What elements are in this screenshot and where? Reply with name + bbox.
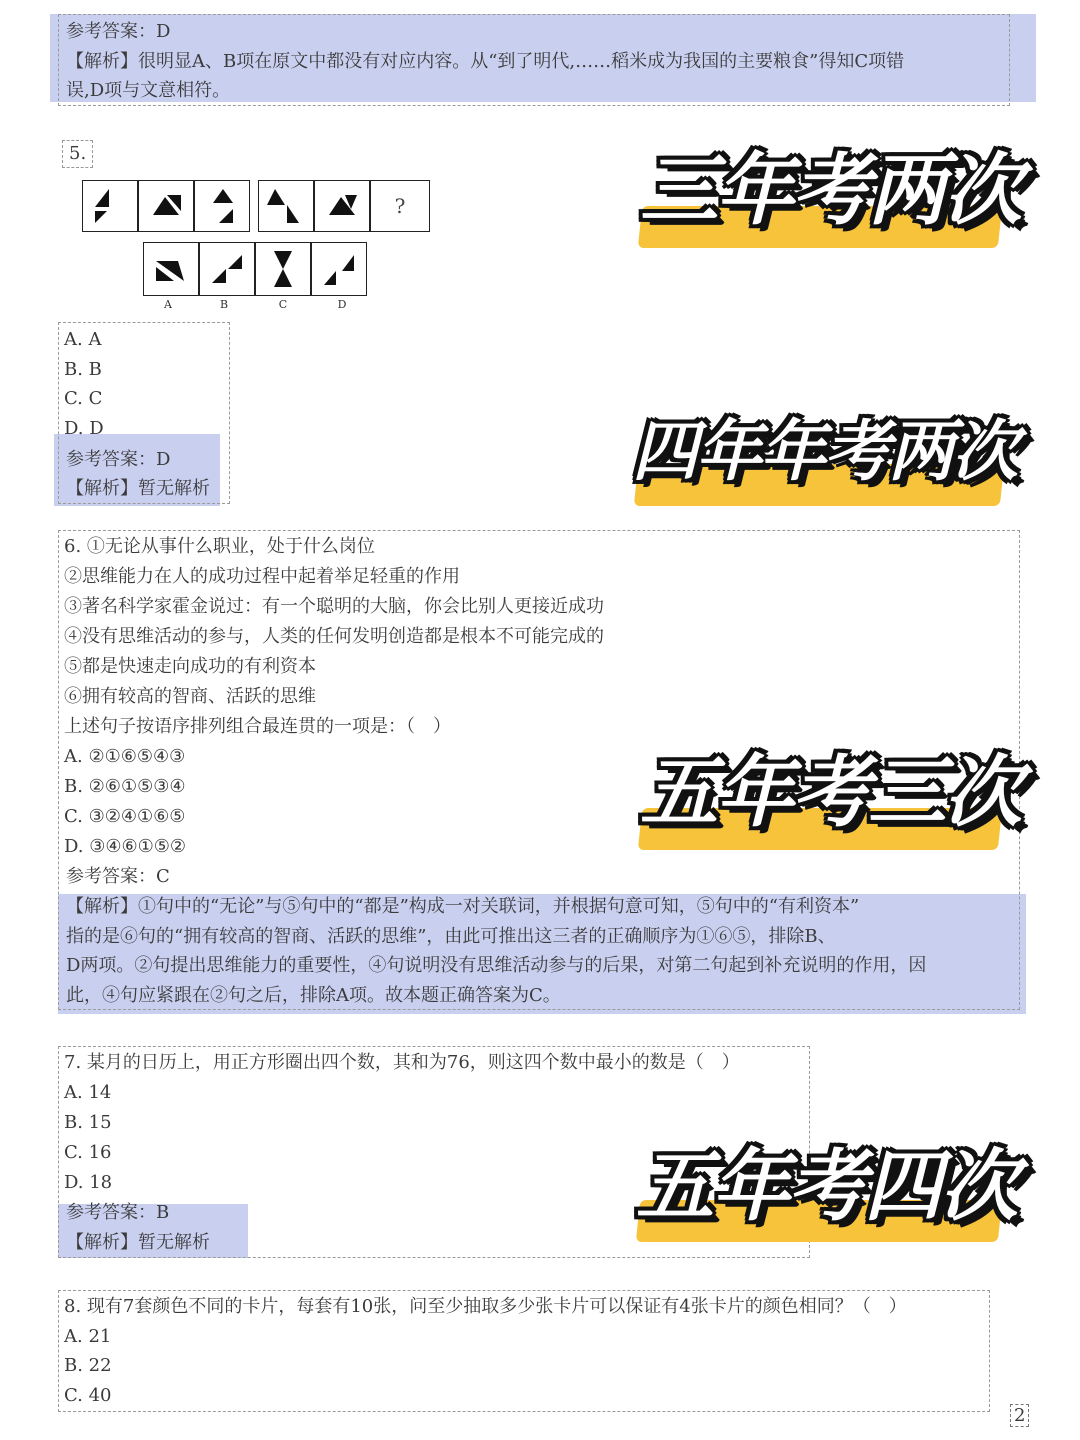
q6-analysis-3: D两项。②句提出思维能力的重要性，④句说明没有思维活动参与的后果，对第二句起到补充说明的作用，因: [66, 955, 927, 976]
q7-option-b: B. 15: [64, 1112, 112, 1133]
triangle-shape-icon: [256, 243, 309, 294]
q5-analysis: 【解析】暂无解析: [66, 478, 210, 499]
triangle-shape-icon: [83, 181, 136, 230]
badge-1: 三年考两次: [640, 146, 1021, 236]
q5-seq-cell-4: [258, 180, 314, 232]
badge-3: 五年考三次: [640, 748, 1021, 838]
q6-option-b: B. ②⑥①⑤③④: [64, 776, 186, 797]
q6-analysis-4: 此，④句应紧跟在②句之后，排除A项。故本题正确答案为C。: [66, 985, 561, 1006]
page-number: 2: [1010, 1404, 1029, 1427]
q6-line-3: ③著名科学家霍金说过：有一个聪明的大脑，你会比别人更接近成功: [64, 596, 604, 617]
q6-option-d: D. ③④⑥①⑤②: [64, 836, 187, 857]
q5-option-b: B. B: [64, 359, 102, 380]
triangle-shape-icon: [259, 181, 312, 230]
q6-line-2: ②思维能力在人的成功过程中起着举足轻重的作用: [64, 566, 460, 587]
q5-seq-cell-1: [82, 180, 138, 232]
q8-question: 8. 现有7套颜色不同的卡片，每套有10张，问至少抽取多少张卡片可以保证有4张卡片的颜色相同？（ ）: [64, 1296, 907, 1317]
top-analysis-line2: 误,D项与文意相符。: [66, 80, 231, 101]
q5-option-figure-c: [255, 242, 311, 296]
q5-seq-cell-5: [314, 180, 370, 232]
q5-option-figure-b: [199, 242, 255, 296]
q6-line-1: 6. ①无论从事什么职业，处于什么岗位: [64, 536, 375, 557]
q6-line-5: ⑤都是快速走向成功的有利资本: [64, 656, 316, 677]
q7-analysis: 【解析】暂无解析: [66, 1232, 210, 1253]
q7-option-c: C. 16: [64, 1142, 112, 1163]
q5-option-figure-a: [143, 242, 199, 296]
badge-4: 五年考四次: [636, 1142, 1017, 1232]
triangle-shape-icon: [315, 181, 368, 230]
q5-option-d: D. D: [64, 418, 104, 439]
q5-option-label-c: C: [278, 298, 288, 311]
q7-option-d: D. 18: [64, 1172, 113, 1193]
q8-option-a: A. 21: [64, 1326, 112, 1347]
q6-analysis-1: 【解析】①句中的“无论”与⑤句中的“都是”构成一对关联词，并根据句意可知，⑤句中的“有利资本”: [66, 896, 860, 917]
q8-option-b: B. 22: [64, 1355, 112, 1376]
q8-option-c: C. 40: [64, 1385, 112, 1406]
q5-option-figure-d: [311, 242, 367, 296]
q6-line-6: ⑥拥有较高的智商、活跃的思维: [64, 686, 316, 707]
triangle-shape-icon: [312, 243, 365, 294]
triangle-shape-icon: [139, 181, 192, 230]
q5-seq-cell-2: [138, 180, 194, 232]
q6-analysis-2: 指的是⑥句的“拥有较高的智商、活跃的思维”，由此可推出这三者的正确顺序为①⑥⑤，排除B、: [66, 926, 836, 947]
q6-line-4: ④没有思维活动的参与，人类的任何发明创造都是根本不可能完成的: [64, 626, 604, 647]
q7-question: 7. 某月的日历上，用正方形圈出四个数，其和为76，则这四个数中最小的数是（ ）: [64, 1052, 740, 1073]
q5-seq-cell-3: [194, 180, 250, 232]
q5-seq-cell-question: ?: [370, 180, 430, 232]
badge-2: 四年年考两次: [632, 413, 1016, 490]
q5-number: 5.: [62, 140, 93, 168]
q5-answer: 参考答案：D: [66, 449, 171, 470]
q6-option-c: C. ③②④①⑥⑤: [64, 806, 186, 827]
triangle-shape-icon: [200, 243, 253, 294]
q7-answer: 参考答案：B: [66, 1202, 170, 1223]
triangle-shape-icon: [144, 243, 197, 294]
q5-option-c: C. C: [64, 388, 103, 409]
top-answer: 参考答案：D: [66, 21, 171, 42]
top-analysis-line1: 【解析】很明显A、B项在原文中都没有对应内容。从“到了明代,……稻米成为我国的主要粮食”得知C项错: [66, 51, 905, 72]
q5-option-a: A. A: [64, 329, 102, 350]
q6-prompt: 上述句子按语序排列组合最连贯的一项是：（ ）: [64, 716, 451, 737]
triangle-shape-icon: [195, 181, 248, 230]
q6-answer: 参考答案：C: [66, 866, 170, 887]
q5-option-label-a: A: [164, 298, 172, 311]
q5-option-label-b: B: [219, 298, 229, 311]
q5-option-label-d: D: [337, 298, 347, 311]
q7-option-a: A. 14: [64, 1082, 112, 1103]
q6-option-a: A. ②①⑥⑤④③: [64, 746, 186, 767]
